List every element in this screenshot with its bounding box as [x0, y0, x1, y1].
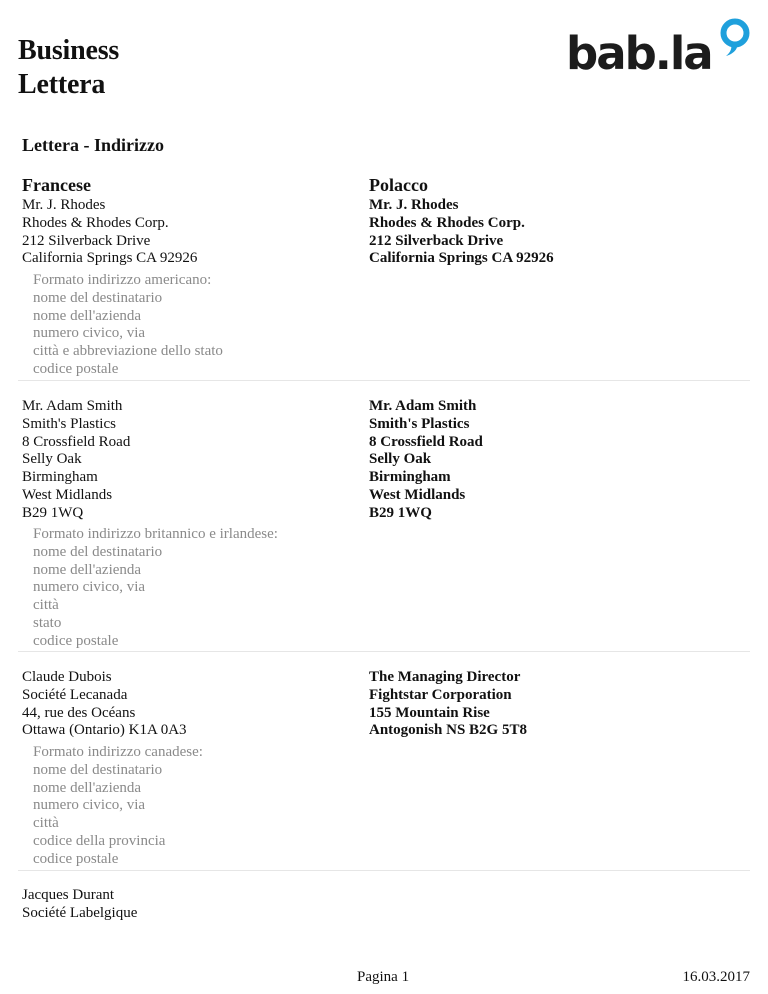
address-line: 8 Crossfield Road [369, 433, 483, 450]
title-line-lettera: Lettera [18, 69, 106, 100]
note-line: nome del destinatario [33, 761, 163, 778]
address-line: Fightstar Corporation [369, 686, 512, 703]
note-line: stato [33, 614, 62, 631]
source-address [22, 398, 130, 523]
address-line: Mr. Adam Smith [369, 398, 477, 414]
format-note [33, 272, 223, 379]
format-note [33, 526, 278, 651]
address-line: Mr. J. Rhodes [22, 197, 106, 213]
note-line: nome dell'azienda [33, 779, 142, 796]
note-line: nome dell'azienda [33, 307, 142, 324]
note-line: numero civico, via [33, 797, 146, 814]
address-line: Selly Oak [369, 451, 432, 468]
address-line: California Springs CA 92926 [369, 250, 554, 267]
document-date: 16.03.2017 [682, 969, 750, 985]
logo-wordmark: bab.la [566, 27, 712, 80]
note-line: codice postale [33, 632, 119, 649]
page-number: Pagina 1 [357, 969, 410, 985]
address-line: 8 Crossfield Road [22, 433, 131, 450]
address-line: Selly Oak [22, 451, 82, 468]
section-heading: Lettera - Indirizzo [22, 135, 164, 155]
address-line: Société Labelgique [22, 904, 138, 921]
address-line: B29 1WQ [22, 504, 84, 521]
address-line: Société Lecanada [22, 686, 128, 703]
address-line: Smith's Plastics [22, 415, 116, 432]
note-line: Formato indirizzo canadese: [33, 744, 203, 760]
address-line: Ottawa (Ontario) K1A 0A3 [22, 722, 187, 739]
note-line: codice postale [33, 850, 119, 867]
format-note [33, 744, 203, 869]
note-line: numero civico, via [33, 325, 146, 342]
address-line: Rhodes & Rhodes Corp. [369, 214, 525, 231]
note-line: città e abbreviazione dello stato [33, 343, 223, 360]
address-line: B29 1WQ [369, 504, 432, 521]
note-line: città [33, 597, 59, 614]
source-address [22, 669, 187, 740]
address-line: Antogonish NS B2G 5T8 [369, 722, 527, 739]
source-address [22, 197, 197, 268]
note-line: Formato indirizzo britannico e irlandese: [33, 526, 278, 542]
note-line: Formato indirizzo americano: [33, 272, 212, 288]
babla-logo [566, 18, 752, 82]
target-address [369, 197, 554, 268]
column-header-target: Polacco [369, 175, 428, 195]
address-line: West Midlands [369, 486, 466, 503]
speech-bubble-icon [718, 18, 752, 58]
address-line: Rhodes & Rhodes Corp. [22, 214, 169, 231]
address-line: Mr. J. Rhodes [369, 197, 459, 213]
note-line: nome del destinatario [33, 543, 163, 560]
address-line: Birmingham [369, 469, 451, 486]
note-line: numero civico, via [33, 579, 146, 596]
address-line: Jacques Durant [22, 887, 115, 903]
target-address [369, 398, 483, 523]
address-line: Mr. Adam Smith [22, 398, 123, 414]
address-line: California Springs CA 92926 [22, 250, 198, 267]
address-line: 212 Silverback Drive [369, 232, 504, 249]
entry-divider [18, 380, 750, 381]
document-title [18, 34, 119, 102]
address-line: West Midlands [22, 486, 113, 503]
note-line: città [33, 815, 59, 832]
address-line: Birmingham [22, 469, 98, 486]
title-line-business: Business [18, 35, 120, 66]
source-address [22, 887, 137, 923]
note-line: nome del destinatario [33, 289, 163, 306]
note-line: codice della provincia [33, 832, 166, 849]
entry-divider [18, 651, 750, 652]
address-line: 155 Mountain Rise [369, 704, 490, 721]
address-line: Claude Dubois [22, 669, 112, 685]
address-line: Smith's Plastics [369, 415, 470, 432]
entry-divider [18, 870, 750, 871]
note-line: codice postale [33, 360, 119, 377]
address-line: 44, rue des Océans [22, 704, 136, 721]
address-line: The Managing Director [369, 669, 521, 685]
address-line: 212 Silverback Drive [22, 232, 151, 249]
note-line: nome dell'azienda [33, 561, 142, 578]
target-address [369, 669, 527, 740]
column-header-source: Francese [22, 175, 91, 195]
